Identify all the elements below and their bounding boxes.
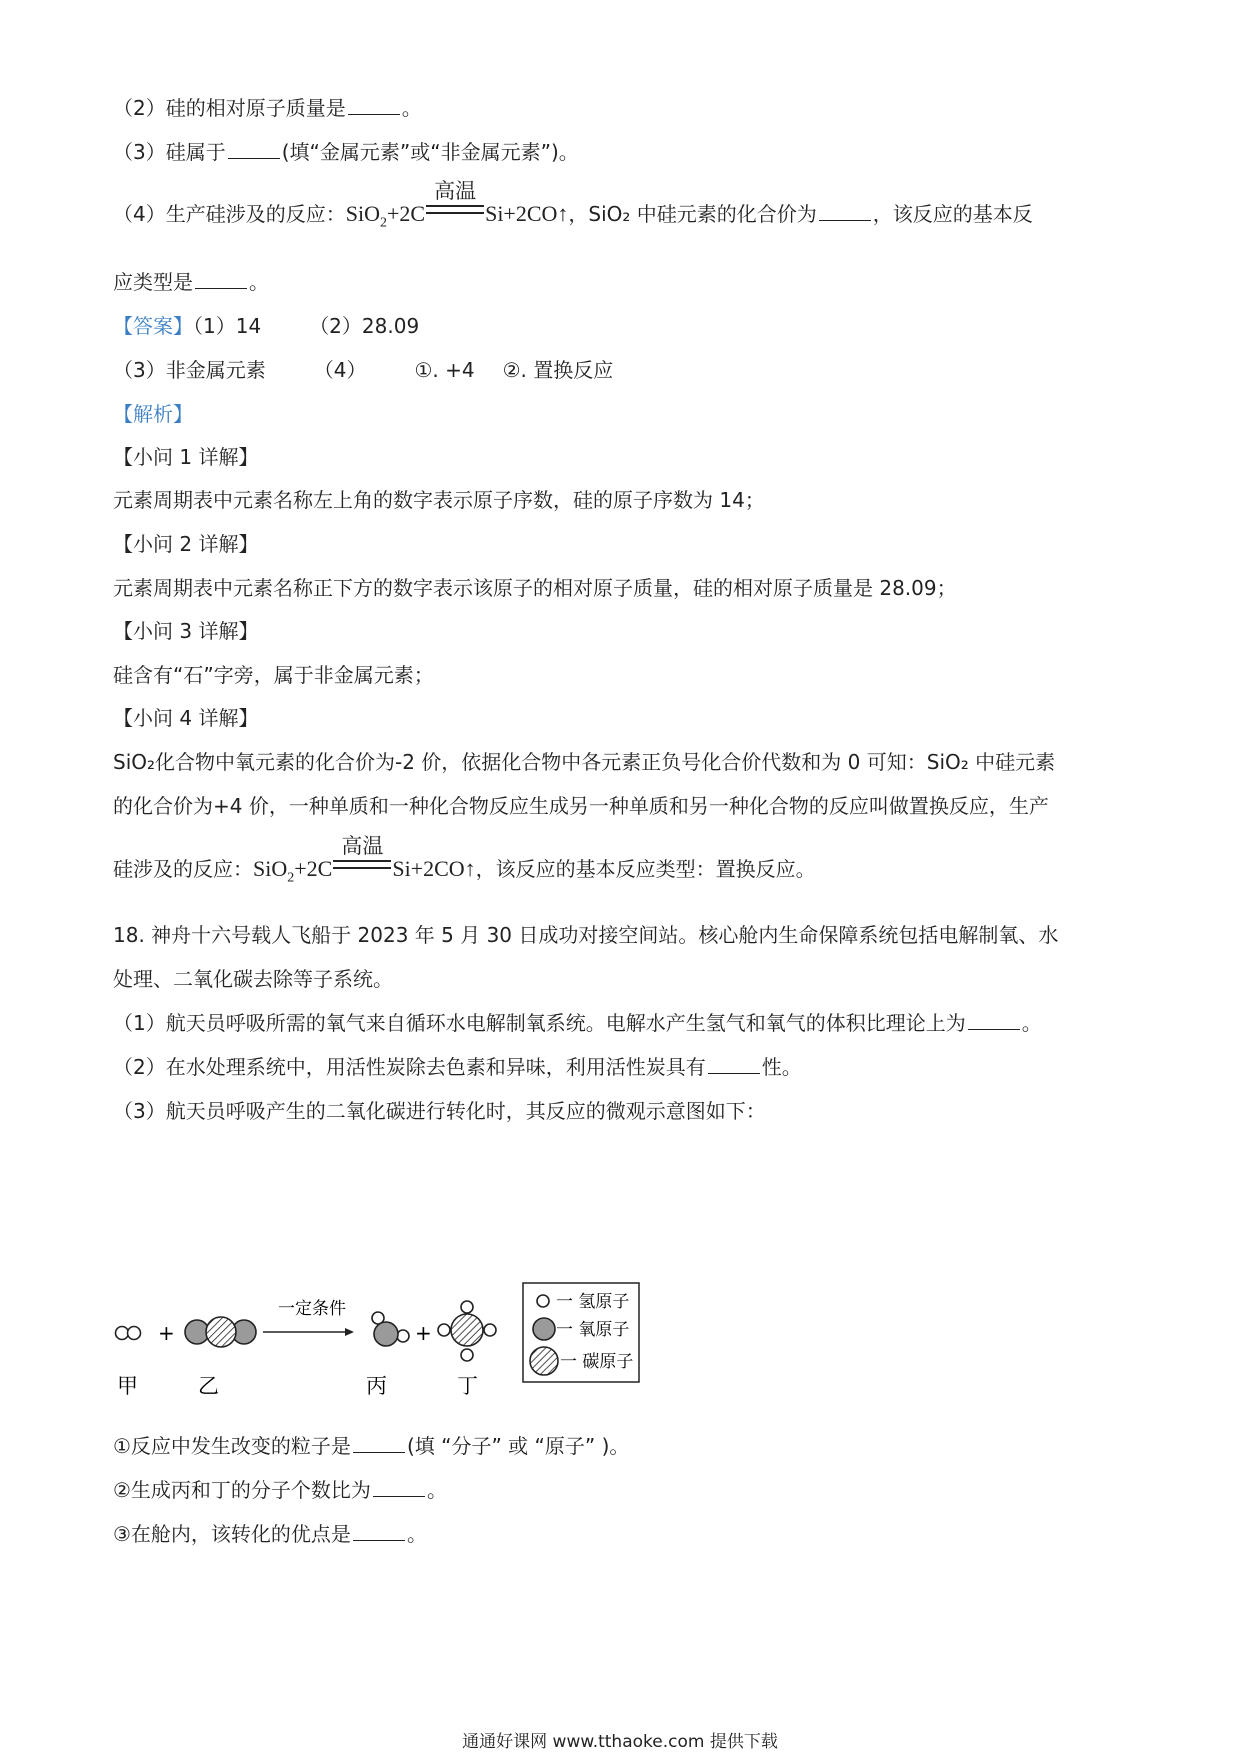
q17-part4-middle: ，SiO₂ 中硅元素的化合价为 [568, 202, 817, 226]
equation-products: Si+2CO↑ [392, 856, 476, 881]
arrow-icon [263, 1328, 354, 1336]
reaction-equation-2 [253, 834, 476, 892]
q17-part4-tail: ，该反应的基本反 [872, 202, 1033, 226]
q17-part2 [113, 94, 422, 122]
reaction-diagram-svg [113, 1278, 733, 1408]
answer-blank [228, 140, 280, 159]
equation-condition: 高温 [434, 179, 477, 203]
sub1-text: 元素周期表中元素名称左上角的数字表示原子序数，硅的原子序数为 14； [113, 488, 765, 512]
q18-sub1-text: ①反应中发生改变的粒子是 [113, 1434, 351, 1458]
sub4-line2: 的化合价为+4 价，一种单质和一种化合物反应生成另一种单质和另一种化合物的反应叫做置换反应，生产 [113, 794, 1049, 818]
equation-arrow [426, 179, 484, 221]
label-yi: 乙 [198, 1374, 219, 1398]
plus-sign: + [158, 1321, 175, 1345]
legend-hydrogen: 一 氢原子 [556, 1292, 630, 1312]
sub4-line3-tail: ，该反应的基本反应类型：置换反应。 [475, 857, 816, 881]
q18-part2-text: （2）在水处理系统中，用活性炭除去色素和异味，利用活性炭具有 [113, 1055, 706, 1079]
q18-sub3-tail: 。 [406, 1522, 427, 1546]
sub3-text: 硅含有“石”字旁，属于非金属元素； [113, 663, 434, 687]
q18-sub1-tail: (填 “分子” 或 “原子” )。 [406, 1434, 630, 1458]
q18-stem-line2: 处理、二氧化碳去除等子系统。 [113, 967, 393, 991]
sub4-line1: SiO₂化合物中氧元素的化合价为-2 价，依据化合物中各元素正负号化合价代数和为 0 可知：SiO₂ 中硅元素 [113, 750, 1056, 774]
q17-part3-text: （3）硅属于 [113, 140, 226, 164]
q17-part3-tail: (填“金属元素”或“非金属元素”)。 [281, 140, 579, 164]
label-bing: 丙 [366, 1374, 387, 1398]
answer-tag: 【答案】 [113, 314, 193, 338]
equation-reactant-rest: +2C [294, 856, 333, 881]
label-jia: 甲 [117, 1374, 138, 1398]
q17-part4-line2-text: 应类型是 [113, 270, 193, 294]
oxygen-atom-icon [533, 1318, 555, 1340]
q18-sub3-text: ③在舱内，该转化的优点是 [113, 1522, 351, 1546]
sub3-title: 【小问 3 详解】 [113, 619, 259, 643]
q18-part3: （3）航天员呼吸产生的二氧化碳进行转化时，其反应的微观示意图如下： [113, 1099, 766, 1123]
answer-2: （2）28.09 [309, 314, 420, 338]
hydrogen-molecule-icon [116, 1327, 141, 1340]
equation-subscript: 2 [379, 215, 387, 231]
methane-molecule-icon [438, 1301, 496, 1361]
answer-line-1 [113, 312, 419, 340]
micro-reaction-diagram [113, 1278, 733, 1408]
equation-arrow [333, 834, 391, 876]
answer-4: （4） [313, 358, 367, 382]
answer-blank [968, 1011, 1020, 1030]
analysis-tag: 【解析】 [113, 402, 193, 426]
answer-blank [373, 1478, 425, 1497]
sub2-text: 元素周期表中元素名称正下方的数字表示该原子的相对原子质量，硅的相对原子质量是 28.09； [113, 576, 957, 600]
q17-part2-text: （2）硅的相对原子质量是 [113, 96, 346, 120]
footer-watermark: 通通好课网 www.tthaoke.com 提供下载 [462, 1732, 778, 1752]
equation-reactant: SiO [253, 856, 288, 881]
answer-1: （1）14 [193, 314, 262, 338]
sub1-title: 【小问 1 详解】 [113, 445, 259, 469]
q18-sub3 [113, 1520, 427, 1548]
water-molecule-icon [372, 1312, 409, 1346]
answer-4-1: ①. +4 [414, 358, 475, 382]
carbon-dioxide-molecule-icon [185, 1317, 256, 1347]
reaction-equation [345, 179, 569, 237]
double-line-icon [333, 860, 391, 869]
equation-products: Si+2CO↑ [485, 201, 569, 226]
q18-sub2-tail: 。 [426, 1478, 447, 1502]
q18-part2 [113, 1053, 802, 1081]
legend-oxygen: 一 氧原子 [556, 1320, 630, 1340]
answer-3: （3）非金属元素 [113, 358, 266, 382]
q18-sub1-text-line [113, 1432, 629, 1460]
label-ding: 丁 [457, 1374, 478, 1398]
answer-blank [195, 270, 247, 289]
q17-part4-text: （4）生产硅涉及的反应： [113, 202, 346, 226]
answer-blank [353, 1522, 405, 1541]
carbon-atom-icon [530, 1347, 558, 1375]
equation-condition: 高温 [341, 834, 384, 858]
q18-sub2-text: ②生成丙和丁的分子个数比为 [113, 1478, 371, 1502]
answer-blank [348, 96, 400, 115]
q18-part1-tail: 。 [1021, 1011, 1042, 1035]
reaction-condition: 一定条件 [278, 1299, 346, 1319]
q18-sub2 [113, 1476, 447, 1504]
sub4-line3 [113, 834, 816, 892]
sub4-line3-text: 硅涉及的反应： [113, 857, 253, 881]
q18-stem-line1: 18. 神舟十六号载人飞船于 2023 年 5 月 30 日成功对接空间站。核心舱内生命保障系统包括电解制氧、水 [113, 923, 1059, 947]
q17-part4 [113, 179, 1033, 237]
answer-blank [819, 202, 871, 221]
legend-box [523, 1283, 639, 1382]
q17-part2-tail: 。 [401, 96, 422, 120]
hydrogen-atom-icon [537, 1295, 549, 1307]
sub2-title: 【小问 2 详解】 [113, 532, 259, 556]
q18-part2-tail: 性。 [761, 1055, 802, 1079]
plus-sign: + [415, 1321, 432, 1345]
sub4-title: 【小问 4 详解】 [113, 706, 259, 730]
equation-subscript: 2 [287, 870, 295, 886]
answer-blank [708, 1055, 760, 1074]
answer-4-2: ②. 置换反应 [502, 358, 614, 382]
answer-line-2 [113, 356, 613, 384]
q17-part4-line2 [113, 268, 269, 296]
equation-reactant-rest: +2C [386, 201, 426, 226]
equation-reactant: SiO [345, 201, 380, 226]
answer-blank [353, 1434, 405, 1453]
q17-part3 [113, 138, 579, 166]
q17-part4-line2-tail: 。 [249, 270, 269, 294]
double-line-icon [426, 205, 484, 214]
legend-carbon: 一 碳原子 [560, 1352, 634, 1372]
q18-part1-text: （1）航天员呼吸所需的氧气来自循环水电解制氧系统。电解水产生氢气和氧气的体积比理论上为 [113, 1011, 966, 1035]
q18-part1 [113, 1009, 1042, 1037]
